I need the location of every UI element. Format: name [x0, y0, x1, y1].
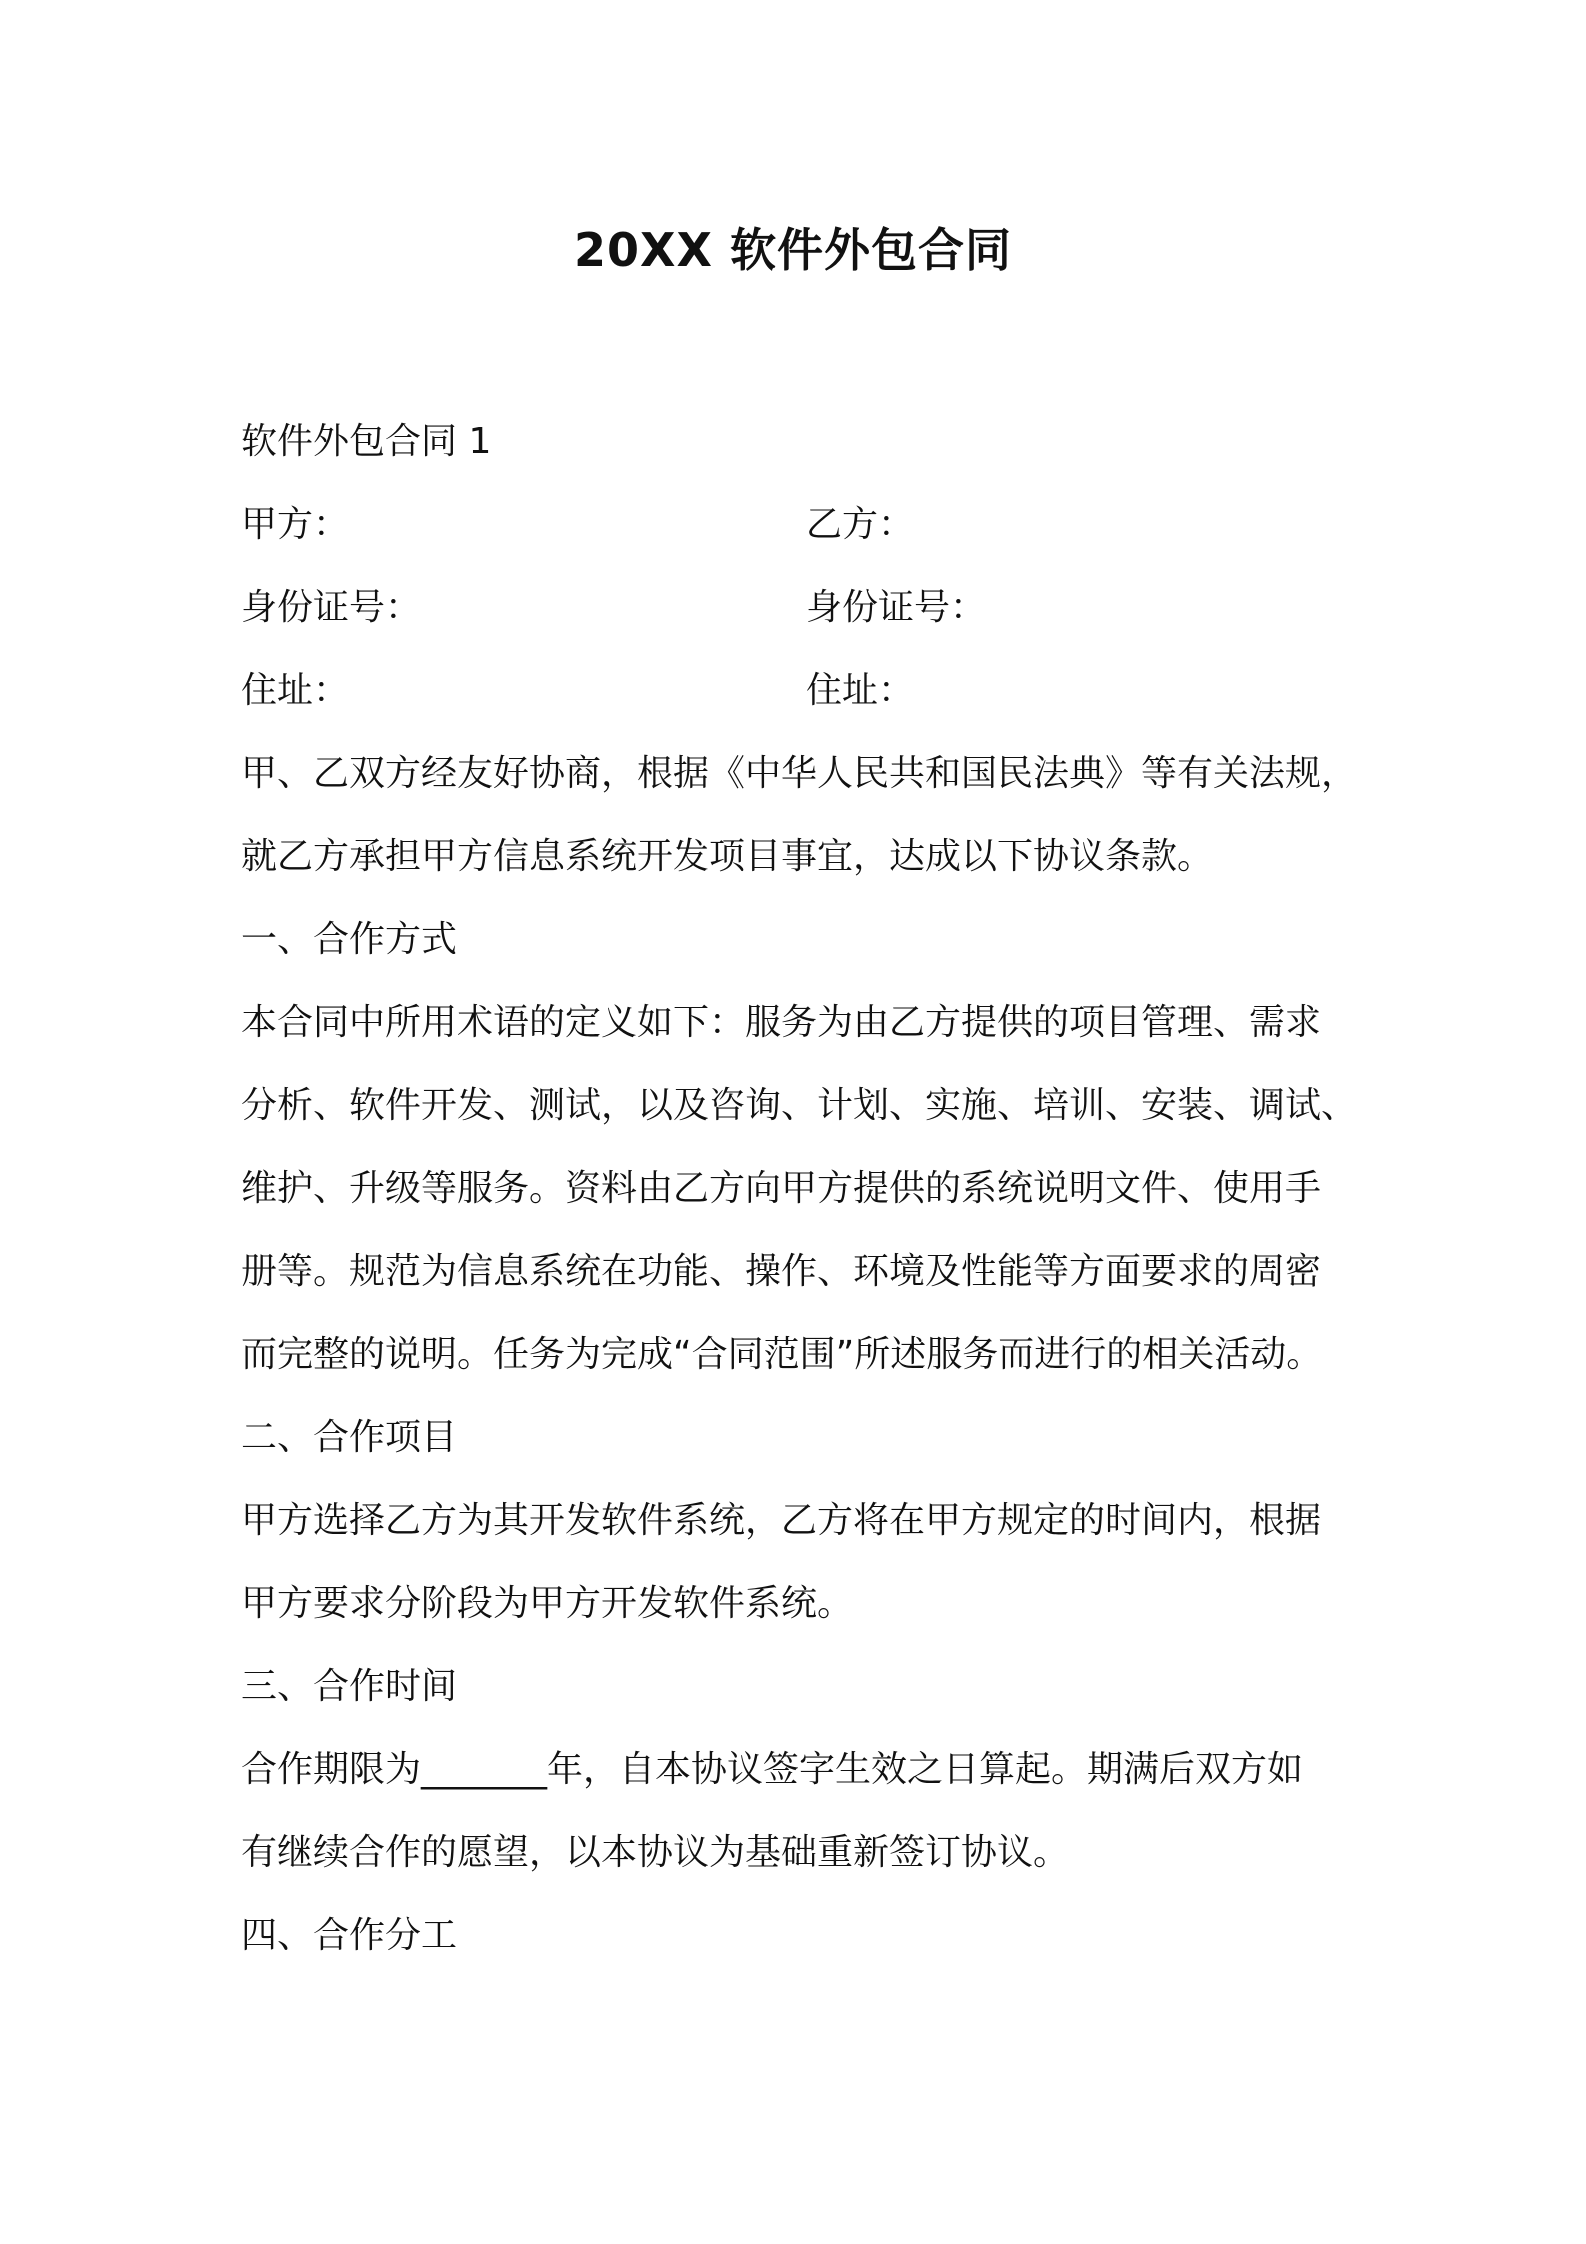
- document-body: [241, 400, 1358, 1977]
- section-line: 甲方选择乙方为其开发软件系统，乙方将在甲方规定的时间内，根据: [241, 1500, 1322, 1541]
- party-name-row: [241, 483, 1351, 566]
- section-heading-cooperation-project: 二、合作项目: [241, 1417, 458, 1458]
- section-line: 合作期限为_______年，自本协议签字生效之日算起。期满后双方如: [241, 1749, 1304, 1790]
- section-line: 维护、升级等服务。资料由乙方向甲方提供的系统说明文件、使用手: [241, 1168, 1322, 1209]
- section-line: 而完整的说明。任务为完成“合同范围”所述服务而进行的相关活动。: [241, 1334, 1323, 1375]
- section-line: 分析、软件开发、测试，以及咨询、计划、实施、培训、安装、调试、: [241, 1085, 1358, 1126]
- party-a-address-label: 住址：: [241, 670, 350, 711]
- party-address-row: [241, 649, 1351, 732]
- section-heading-cooperation-time: 三、合作时间: [241, 1666, 458, 1707]
- document-title: 20XX 软件外包合同: [574, 223, 1012, 277]
- intro-line: 就乙方承担甲方信息系统开发项目事宜，达成以下协议条款。: [241, 836, 1214, 877]
- section-line: 有继续合作的愿望，以本协议为基础重新签订协议。: [241, 1832, 1070, 1873]
- section-line: 册等。规范为信息系统在功能、操作、环境及性能等方面要求的周密: [241, 1251, 1322, 1292]
- party-a-id-label: 身份证号：: [241, 587, 422, 628]
- section-line: 甲方要求分阶段为甲方开发软件系统。: [241, 1583, 854, 1624]
- party-id-row: [241, 566, 1351, 649]
- section-line: 本合同中所用术语的定义如下：服务为由乙方提供的项目管理、需求: [241, 1002, 1322, 1043]
- party-b-id-label: 身份证号：: [806, 587, 987, 628]
- contract-subtitle: 软件外包合同 1: [241, 421, 492, 462]
- party-b-label: 乙方：: [806, 504, 915, 545]
- party-b-address-label: 住址：: [806, 670, 915, 711]
- section-heading-division-of-labor: 四、合作分工: [241, 1915, 458, 1956]
- intro-line: 甲、乙双方经友好协商，根据《中华人民共和国民法典》等有关法规，: [241, 753, 1358, 794]
- section-heading-cooperation-method: 一、合作方式: [241, 919, 458, 960]
- party-a-label: 甲方：: [241, 504, 350, 545]
